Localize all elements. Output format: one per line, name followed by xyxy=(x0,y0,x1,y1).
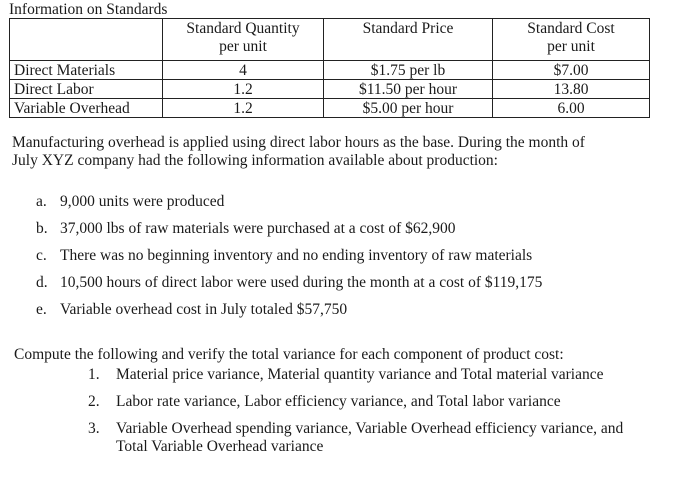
table-row xyxy=(10,61,650,80)
intro-line: July XYZ company had the following information available about production: xyxy=(12,152,498,169)
row-cost: 13.80 xyxy=(493,80,650,99)
list-marker: c. xyxy=(36,247,47,264)
standards-table xyxy=(9,18,650,118)
header-cost-line1: Standard Cost xyxy=(527,20,615,37)
list-item-text: 10,500 hours of direct labor were used during the month at a cost of $119,175 xyxy=(60,274,543,291)
header-price-line1: Standard Price xyxy=(362,20,454,37)
task-text xyxy=(116,393,561,411)
task-line: Labor rate variance, Labor efficiency variance, and Total labor variance xyxy=(116,393,561,410)
list-item xyxy=(36,300,542,327)
header-quantity-line1: Standard Quantity xyxy=(186,20,300,37)
task-text xyxy=(116,420,623,456)
list-item-text: 9,000 units were produced xyxy=(60,193,225,210)
section-title: Information on Standards xyxy=(9,1,168,18)
row-cost: 6.00 xyxy=(493,99,650,118)
list-marker: b. xyxy=(36,220,48,237)
list-marker: a. xyxy=(36,193,47,210)
row-price: $11.50 per hour xyxy=(324,80,493,99)
row-price: $1.75 per lb xyxy=(324,61,493,80)
row-quantity: 1.2 xyxy=(163,80,324,99)
intro-paragraph xyxy=(12,134,652,170)
header-quantity xyxy=(163,19,324,61)
task-item xyxy=(88,420,623,456)
row-label: Direct Labor xyxy=(10,80,163,99)
list-item xyxy=(36,192,542,219)
header-blank-cell xyxy=(10,19,163,61)
facts-list xyxy=(36,192,542,327)
task-line: Variable Overhead spending variance, Variable Overhead efficiency variance, and xyxy=(116,420,624,437)
list-item xyxy=(36,273,542,300)
task-item xyxy=(88,366,623,384)
list-item-text: 37,000 lbs of raw materials were purchased at a cost of $62,900 xyxy=(60,220,456,237)
table-row xyxy=(10,80,650,99)
header-cost xyxy=(493,19,650,61)
task-item xyxy=(88,393,623,411)
header-quantity-line2: per unit xyxy=(219,38,267,55)
task-number: 1. xyxy=(88,366,100,383)
row-quantity: 4 xyxy=(163,61,324,80)
task-line: Material price variance, Material quantity variance and Total material variance xyxy=(116,366,604,383)
table-header-row xyxy=(10,19,650,61)
task-text xyxy=(116,366,604,384)
task-number: 3. xyxy=(88,420,100,437)
task-number: 2. xyxy=(88,393,100,410)
compute-instructions: Compute the following and verify the total variance for each component of product cost: xyxy=(14,346,564,363)
intro-line: Manufacturing overhead is applied using direct labor hours as the base. During the month of xyxy=(12,134,585,151)
list-item xyxy=(36,219,542,246)
task-line: Total Variable Overhead variance xyxy=(116,438,324,455)
list-item-text: Variable overhead cost in July totaled $57,750 xyxy=(60,301,348,318)
tasks-list xyxy=(88,366,623,465)
row-cost: $7.00 xyxy=(493,61,650,80)
row-quantity: 1.2 xyxy=(163,99,324,118)
list-marker: e. xyxy=(36,301,47,318)
row-price: $5.00 per hour xyxy=(324,99,493,118)
list-item-text: There was no beginning inventory and no ending inventory of raw materials xyxy=(60,247,533,264)
list-marker: d. xyxy=(36,274,48,291)
list-item xyxy=(36,246,542,273)
row-label: Direct Materials xyxy=(10,61,163,80)
row-label: Variable Overhead xyxy=(10,99,163,118)
header-price xyxy=(324,19,493,61)
table-row xyxy=(10,99,650,118)
header-cost-line2: per unit xyxy=(547,38,595,55)
